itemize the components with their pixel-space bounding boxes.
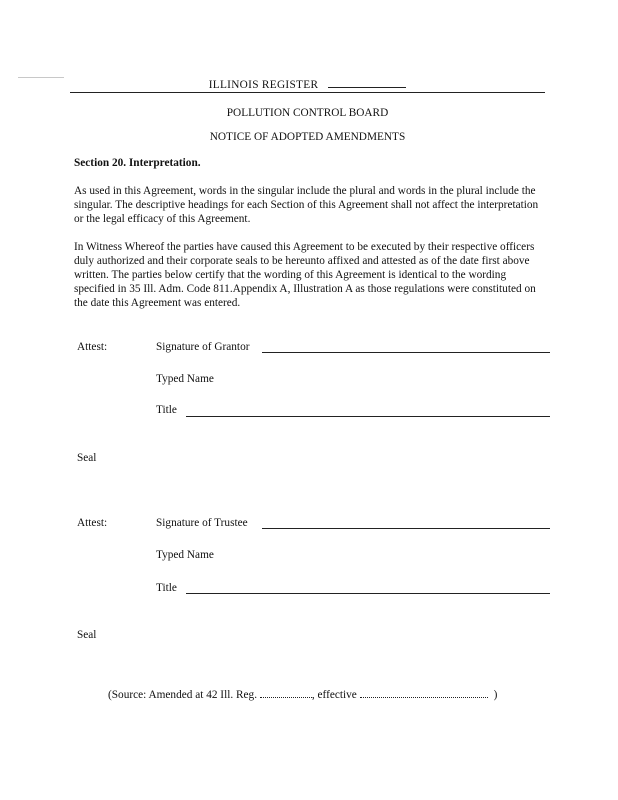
grantor-typed-name-label: Typed Name [156,373,214,385]
register-issue-blank [328,78,406,88]
witness-paragraph: In Witness Whereof the parties have caused this Agreement to be executed by their respective officers duly authorized and their corporate seals to be hereunto affixed and attested as of the date first above written. The parties below certify that the wording of this Agreement is identical to the wording specified in 35 Ill. Adm. Code 811.Appendix A, Illustration A as those regulations were constituted on the date this Agreement was entered. [74,241,536,309]
scan-artifact-line [18,77,64,78]
register-title: ILLINOIS REGISTER [208,79,319,91]
grantor-signature-label: Signature of Grantor [156,341,250,353]
grantor-title-line[interactable] [186,416,550,417]
trustee-seal-label: Seal [77,629,97,641]
trustee-signature-line[interactable] [262,528,550,529]
grantor-attest-label: Attest: [77,341,108,353]
grantor-seal-label: Seal [77,452,97,464]
board-name: POLLUTION CONTROL BOARD [226,107,389,119]
notice-title: NOTICE OF ADOPTED AMENDMENTS [209,131,406,143]
source-open: (Source: Amended at 42 Ill. Reg. [108,689,260,701]
source-note [108,688,497,701]
trustee-title-line[interactable] [186,593,550,594]
register-page-blank[interactable] [260,688,312,698]
trustee-attest-label: Attest: [77,517,108,529]
source-close: ) [493,689,498,701]
trustee-title-label: Title [156,582,177,594]
section-heading: Section 20. Interpretation. [74,157,201,169]
interpretation-paragraph: As used in this Agreement, words in the singular include the plural and words in the plural include the singular. The descriptive headings for each Section of this Agreement shall not affect the interpretation or the legal efficacy of this Agreement. [74,185,539,225]
effective-date-blank[interactable] [360,688,488,698]
grantor-signature-line[interactable] [262,352,550,353]
register-header [70,78,545,91]
header-rule [70,92,545,93]
trustee-typed-name-label: Typed Name [156,549,214,561]
source-comma: , effective [311,689,360,701]
grantor-title-label: Title [156,404,177,416]
trustee-signature-label: Signature of Trustee [156,517,248,529]
